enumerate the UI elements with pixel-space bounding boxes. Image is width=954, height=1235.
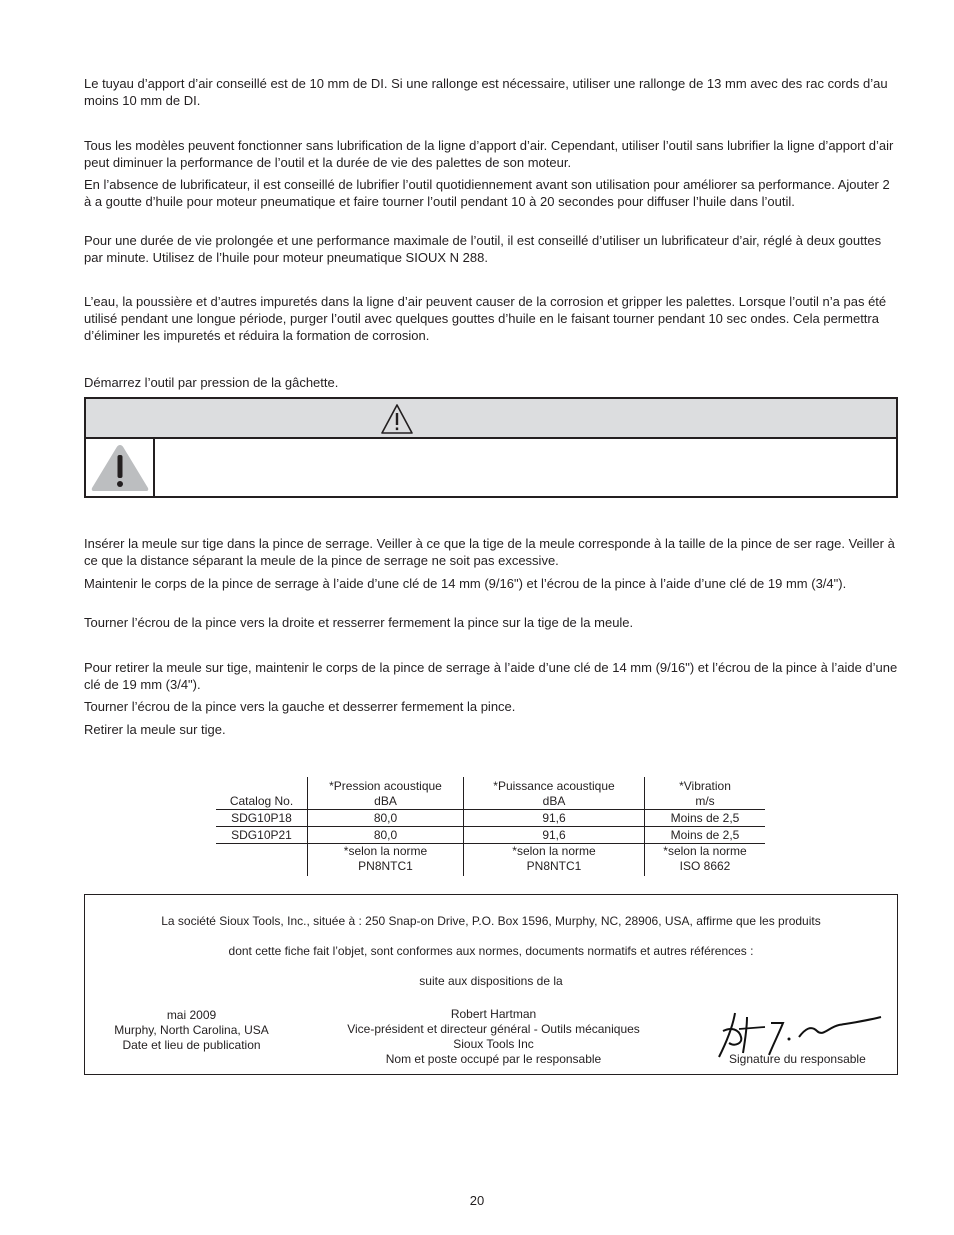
table-header-row bbox=[216, 777, 765, 810]
loosen-collet-paragraph: Tourner l’écrou de la pince vers la gauche et desserrer fermement la pince. bbox=[84, 699, 516, 714]
remove-wheel-paragraph: Pour retirer la meule sur tige, maintenir le corps de la pince de serrage à l’aide d’une clé de 14 mm (9/16") et l’écrou de la pince à l’aide d’une clé de 19 mm (3/4"). bbox=[84, 660, 898, 692]
table-cell: SDG10P18 bbox=[216, 810, 308, 827]
lubrication-paragraph: Tous les modèles peuvent fonctionner sans lubrification de la ligne d’apport d’air. Cependant, utiliser l’outil sans lubrifier la ligne d’apport d’air peut diminuer la performance de l’outil et la durée de vie des palettes de son moteur. bbox=[84, 138, 894, 170]
table-cell: Moins de 2,5 bbox=[645, 827, 766, 844]
responsible-title: Vice-président et directeur général - Outils mécaniques bbox=[347, 1022, 640, 1036]
table-cell: 91,6 bbox=[464, 827, 645, 844]
start-tool-paragraph: Démarrez l’outil par pression de la gâchette. bbox=[84, 375, 339, 390]
tighten-collet-paragraph: Tourner l’écrou de la pince vers la droite et resserrer fermement la pince sur la tige de la meule. bbox=[84, 615, 634, 630]
table-header-cell: *Pression acoustique dBA bbox=[308, 777, 464, 810]
warning-header bbox=[86, 399, 896, 439]
hold-collet-paragraph: Maintenir le corps de la pince de serrage à l’aide d’une clé de 14 mm (9/16") et l’écrou de la pince à l’aide d’une clé de 19 mm (3/4"). bbox=[84, 576, 847, 591]
declaration-line-2: dont cette fiche fait l’objet, sont conformes aux normes, documents normatifs et autres références : bbox=[228, 944, 754, 958]
declaration-line-1: La société Sioux Tools, Inc., située à : 250 Snap-on Drive, P.O. Box 1596, Murphy, NC, 28906, USA, affirme que les produits bbox=[161, 914, 821, 928]
insert-wheel-paragraph: Insérer la meule sur tige dans la pince de serrage. Veiller à ce que la tige de la meule corresponde à la taille de la pince de ser rage. Veiller à ce que la distance séparant la meule de la pince de serrage ne soit pas excessive. bbox=[84, 536, 895, 568]
table-row bbox=[216, 827, 765, 844]
declaration-box bbox=[84, 894, 898, 1075]
table-cell: SDG10P21 bbox=[216, 827, 308, 844]
publication-caption: Date et lieu de publication bbox=[122, 1038, 261, 1052]
publication-place: Murphy, North Carolina, USA bbox=[114, 1023, 269, 1037]
warning-box bbox=[84, 397, 898, 498]
publication-date: mai 2009 bbox=[166, 1008, 217, 1022]
remove-wheel-final-paragraph: Retirer la meule sur tige. bbox=[84, 722, 226, 737]
table-footer-row bbox=[216, 844, 765, 877]
table-header-cell: *Vibration m/s bbox=[645, 777, 766, 810]
table-footer-cell: *selon la norme ISO 8662 bbox=[645, 844, 766, 877]
air-hose-paragraph: Le tuyau d’apport d’air conseillé est de 10 mm de DI. Si une rallonge est nécessaire, utiliser une rallonge de 13 mm avec des rac cords d’au moins 10 mm de DI. bbox=[84, 76, 888, 108]
responsible-caption: Nom et poste occupé par le responsable bbox=[385, 1052, 602, 1066]
table-cell: 80,0 bbox=[308, 827, 464, 844]
noise-vibration-table bbox=[216, 777, 765, 876]
air-lubricator-paragraph: Pour une durée de vie prolongée et une performance maximale de l’outil, il est conseillé d’utiliser un lubrificateur d’air, réglé à deux gouttes par minute. Utilisez de l’huile pour moteur pneumatique SIOUX N 288. bbox=[84, 233, 882, 265]
warning-triangle-filled-icon bbox=[90, 443, 150, 493]
table-footer-cell bbox=[216, 844, 308, 877]
table-cell: 91,6 bbox=[464, 810, 645, 827]
table-header-cell: Catalog No. bbox=[216, 777, 308, 810]
responsible-company: Sioux Tools Inc bbox=[453, 1037, 534, 1051]
declaration-line-3: suite aux dispositions de la bbox=[419, 974, 563, 988]
signature-caption: Signature du responsable bbox=[729, 1052, 866, 1066]
responsible-name: Robert Hartman bbox=[450, 1007, 537, 1021]
warning-triangle-outline-icon bbox=[380, 403, 414, 435]
impurities-paragraph: L’eau, la poussière et d’autres impuretés dans la ligne d’air peuvent causer de la corrosion et gripper les palettes. Lorsque l’outil n’a pas été utilisé pendant une longue période, purger l’outil avec quelques gouttes d’huile en le faisant tourner pendant 10 sec ondes. Cela permettra d’éliminer les impuretés et réduira la formation de corrosion. bbox=[84, 294, 887, 343]
page-number: 20 bbox=[469, 1193, 485, 1208]
table-cell: Moins de 2,5 bbox=[645, 810, 766, 827]
warning-icon-cell bbox=[86, 439, 155, 496]
table-row bbox=[216, 810, 765, 827]
table-cell: 80,0 bbox=[308, 810, 464, 827]
table-footer-cell: *selon la norme PN8NTC1 bbox=[464, 844, 645, 877]
publication-info bbox=[99, 1008, 284, 1053]
table-footer-cell: *selon la norme PN8NTC1 bbox=[308, 844, 464, 877]
table-header-cell: *Puissance acoustique dBA bbox=[464, 777, 645, 810]
daily-lubrication-paragraph: En l’absence de lubrificateur, il est conseillé de lubrifier l’outil quotidiennement avant son utilisation pour améliorer sa performance. Ajouter 2 à a goutte d’huile pour moteur pneumatique et faire tourner l’outil pendant 10 à 20 secondes pour diffuser l’huile dans l’outil. bbox=[84, 177, 890, 209]
responsible-info bbox=[315, 1007, 672, 1067]
